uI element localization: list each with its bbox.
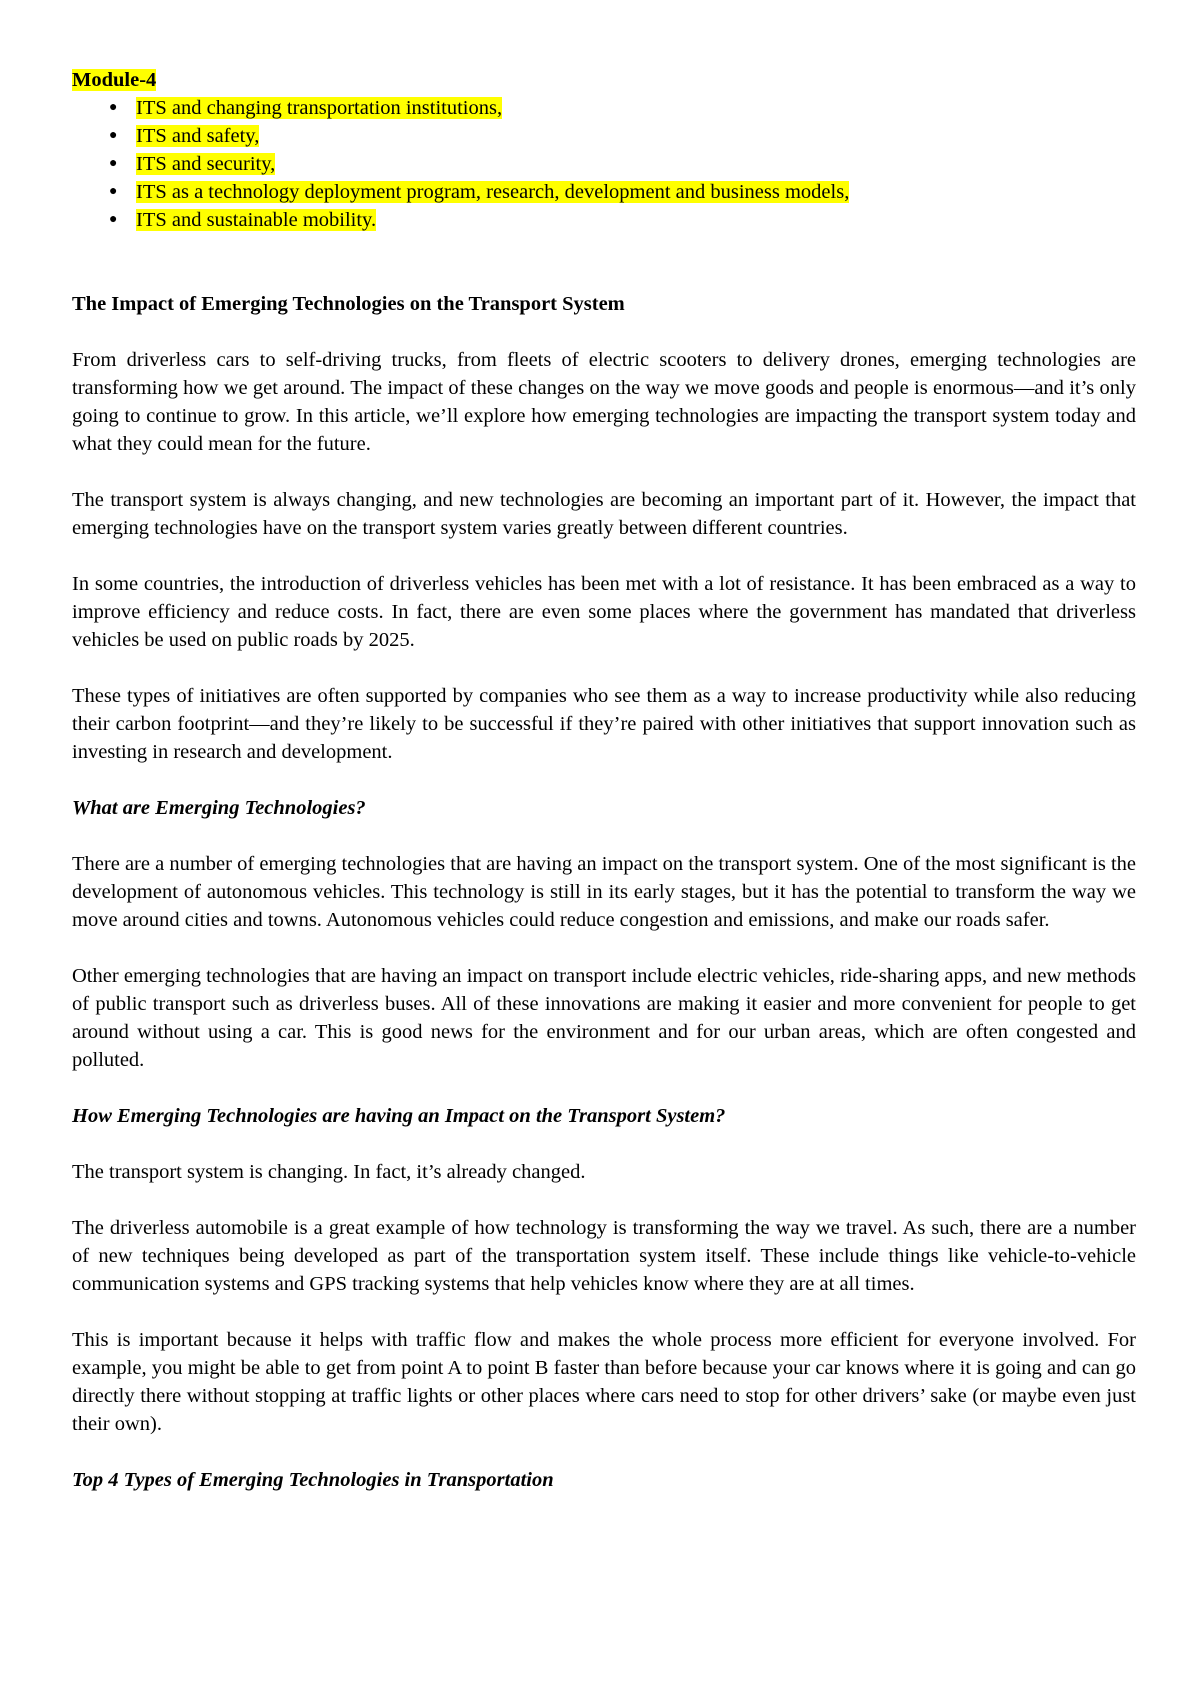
module-topic-list bbox=[72, 94, 1136, 234]
module-title bbox=[72, 66, 1136, 94]
intro-paragraph-4: These types of initiatives are often supported by companies who see them as a way to increase productivity while also reducing their carbon footprint—and they’re likely to be successful if they’re paired with other initiatives that support innovation such as investing in research and development. bbox=[72, 685, 1136, 763]
list-item bbox=[109, 94, 1136, 122]
section1-paragraph-1: There are a number of emerging technologies that are having an impact on the transport system. One of the most significant is the development of autonomous vehicles. This technology is still in its early stages, but it has the potential to transform the way we move around cities and towns. Autonomous vehicles could reduce congestion and emissions, and make our roads safer. bbox=[72, 853, 1136, 931]
bullet-icon: ● bbox=[109, 128, 118, 143]
list-item-text: ITS and sustainable mobility. bbox=[136, 209, 377, 231]
section-heading-what-are: What are Emerging Technologies? bbox=[72, 797, 366, 819]
article-title: The Impact of Emerging Technologies on the Transport System bbox=[72, 293, 625, 315]
section1-paragraph-2: Other emerging technologies that are having an impact on transport include electric vehicles, ride-sharing apps, and new methods of public transport such as driverless buses. All of these innovations are making it easier and more convenient for people to get around without using a car. This is good news for the environment and for our urban areas, which are often congested and polluted. bbox=[72, 965, 1136, 1071]
intro-paragraph-2: The transport system is always changing, and new technologies are becoming an important part of it. However, the impact that emerging technologies have on the transport system varies greatly between different countries. bbox=[72, 489, 1136, 539]
section2-paragraph-2: This is important because it helps with traffic flow and makes the whole process more efficient for everyone involved. For example, you might be able to get from point A to point B faster than before because your car knows where it is going and can go directly there without stopping at traffic lights or other places where cars need to stop for other drivers’ sake (or maybe even just their own). bbox=[72, 1329, 1136, 1435]
list-item-text: ITS and security, bbox=[136, 153, 276, 175]
list-item-text: ITS as a technology deployment program, research, development and business models, bbox=[136, 181, 850, 203]
list-item bbox=[109, 150, 1136, 178]
document-page bbox=[72, 66, 1136, 1522]
section2-short-paragraph: The transport system is changing. In fact, it’s already changed. bbox=[72, 1161, 586, 1183]
list-item bbox=[109, 206, 1136, 234]
intro-paragraph-3: In some countries, the introduction of driverless vehicles has been met with a lot of resistance. It has been embraced as a way to improve efficiency and reduce costs. In fact, there are even some places where the government has mandated that driverless vehicles be used on public roads by 2025. bbox=[72, 573, 1136, 651]
bullet-icon: ● bbox=[109, 156, 118, 171]
section-heading-how-impact: How Emerging Technologies are having an Impact on the Transport System? bbox=[72, 1105, 726, 1127]
bullet-icon: ● bbox=[109, 100, 118, 115]
intro-paragraph-1: From driverless cars to self-driving trucks, from fleets of electric scooters to delivery drones, emerging technologies are transforming how we get around. The impact of these changes on the way we move goods and people is enormous—and it’s only going to continue to grow. In this article, we’ll explore how emerging technologies are impacting the transport system today and what they could mean for the future. bbox=[72, 349, 1136, 455]
bullet-icon: ● bbox=[109, 184, 118, 199]
list-item bbox=[109, 122, 1136, 150]
section2-paragraph-1: The driverless automobile is a great example of how technology is transforming the way we travel. As such, there are a number of new techniques being developed as part of the transportation system itself. These include things like vehicle-to-vehicle communication systems and GPS tracking systems that help vehicles know where they are at all times. bbox=[72, 1217, 1136, 1295]
list-item-text: ITS and safety, bbox=[136, 125, 260, 147]
list-item-text: ITS and changing transportation institutions, bbox=[136, 97, 503, 119]
section-heading-top-4: Top 4 Types of Emerging Technologies in Transportation bbox=[72, 1469, 554, 1491]
bullet-icon: ● bbox=[109, 212, 118, 227]
list-item bbox=[109, 178, 1136, 206]
module-title-text: Module-4 bbox=[72, 69, 157, 91]
